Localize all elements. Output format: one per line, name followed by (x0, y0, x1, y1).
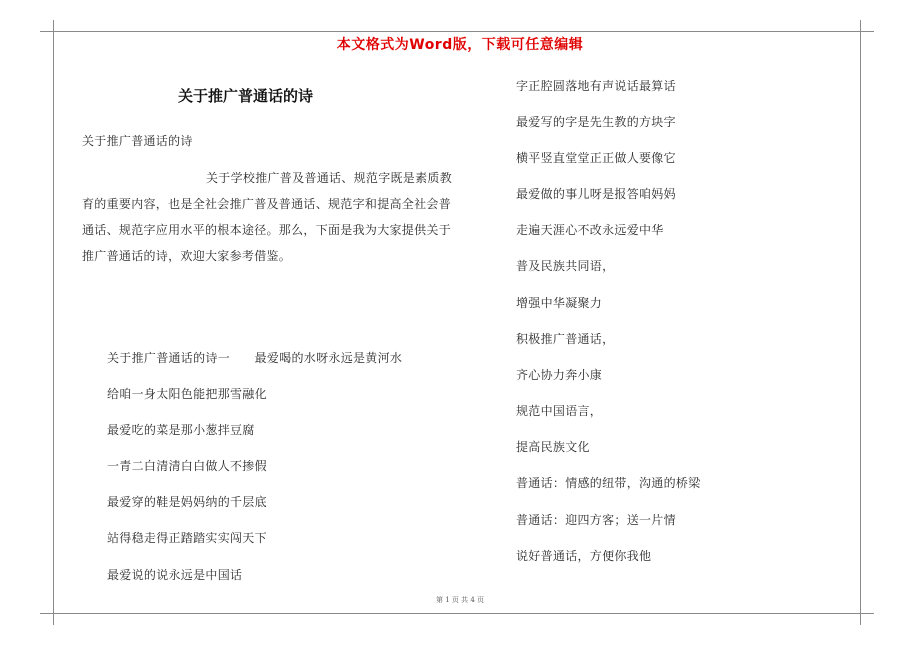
poem-line-right: 增强中华凝聚力 (516, 296, 603, 310)
crop-mark (861, 31, 874, 32)
crop-mark (860, 614, 861, 625)
poem-line-left: 站得稳走得正踏踏实实闯天下 (107, 531, 267, 545)
poem-line-left: 给咱一身太阳色能把那雪融化 (107, 387, 267, 401)
poem-line-left: 最爱说的说永远是中国话 (107, 568, 243, 582)
word-format-banner: 本文格式为Word版，下载可任意编辑 (336, 37, 584, 53)
intro-text: 关于学校推广普及普通话、规范字既是素质教育的重要内容，也是全社会推广普及普通话、规范字和提高全社会普通话、规范字应用水平的根本途径。那么，下面是我为大家提供关于推广普通话的诗，欢迎大家参考借鉴。 (82, 171, 453, 263)
poem-line-left: 最爱吃的菜是那小葱拌豆腐 (107, 423, 255, 437)
poem-line-left: 关于推广普通话的诗一 最爱喝的水呀永远是黄河水 (107, 351, 403, 365)
poem-line-right: 说好普通话，方便你我他 (516, 549, 652, 563)
page-number: 第 1 页 共 4 页 (435, 596, 485, 604)
poem-line-right: 最爱写的字是先生教的方块字 (516, 115, 676, 129)
crop-mark (861, 613, 874, 614)
section-heading: 关于推广普通话的诗 (82, 134, 193, 148)
poem-line-right: 普及民族共同语， (516, 259, 615, 273)
poem-line-right: 普通话：迎四方客；送一片情 (516, 513, 676, 527)
poem-line-left: 最爱穿的鞋是妈妈纳的千层底 (107, 495, 267, 509)
crop-mark (40, 613, 53, 614)
crop-mark (860, 20, 861, 31)
poem-line-right: 走遍天涯心不改永远爱中华 (516, 223, 664, 237)
poem-line-right: 普通话：情感的纽带，沟通的桥梁 (516, 476, 701, 490)
poem-line-right: 横平竖直堂堂正正做人要像它 (516, 151, 676, 165)
poem-line-right: 规范中国语言， (516, 404, 603, 418)
page-frame (53, 31, 861, 614)
document-title: 关于推广普通话的诗 (178, 87, 314, 105)
crop-mark (53, 614, 54, 625)
intro-paragraph (82, 165, 456, 269)
crop-mark (53, 20, 54, 31)
poem-line-right: 提高民族文化 (516, 440, 590, 454)
poem-line-left: 一青二白清清白白做人不掺假 (107, 459, 267, 473)
poem-line-right: 字正腔圆落地有声说话最算话 (516, 79, 676, 93)
crop-mark (40, 31, 53, 32)
poem-line-right: 齐心协力奔小康 (516, 368, 603, 382)
poem-line-right: 最爱做的事儿呀是报答咱妈妈 (516, 187, 676, 201)
poem-line-right: 积极推广普通话， (516, 332, 615, 346)
